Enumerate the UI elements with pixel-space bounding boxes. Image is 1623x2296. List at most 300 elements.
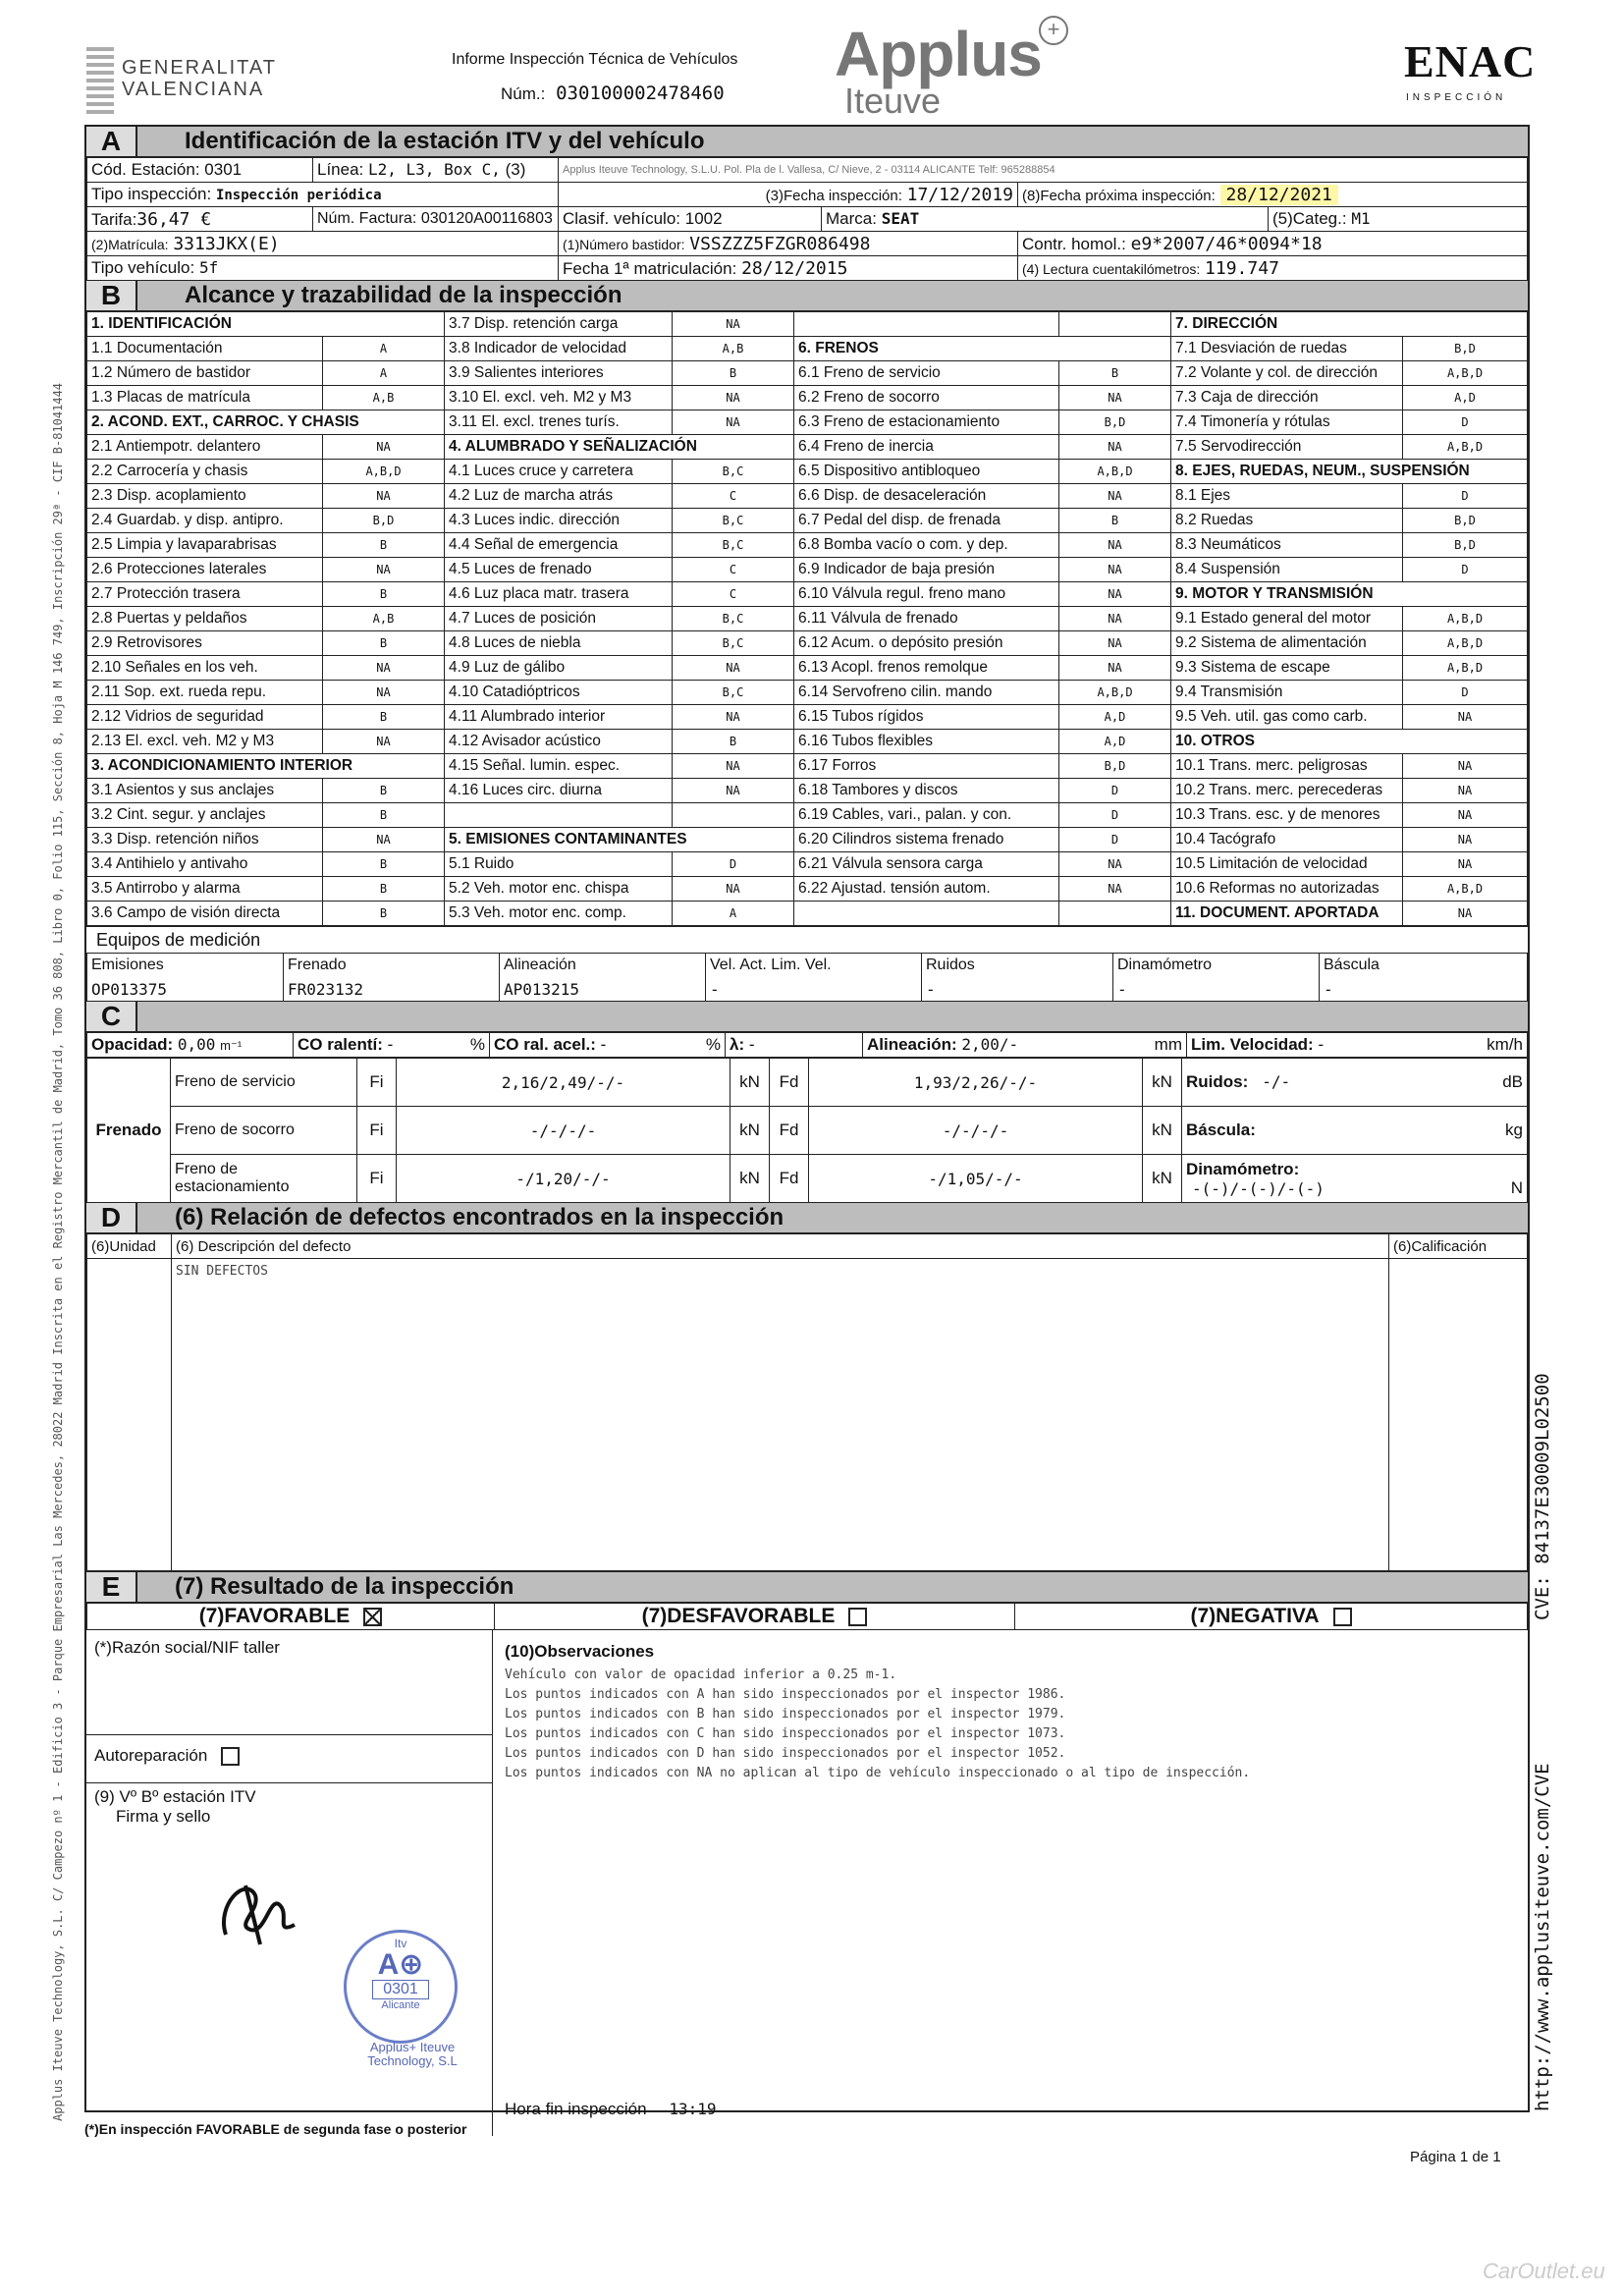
equipment-table bbox=[86, 953, 1528, 1002]
emissions-row-table bbox=[86, 1032, 1528, 1058]
scope-row bbox=[87, 828, 1528, 852]
scope-item-value: NA bbox=[323, 558, 445, 582]
applus-logo: Applus bbox=[835, 19, 1042, 89]
favorable-checkbox[interactable] bbox=[363, 1608, 382, 1626]
scope-item-value: B,D bbox=[323, 509, 445, 533]
scope-item-value: A,B bbox=[323, 607, 445, 631]
equipment-label: Emisiones bbox=[87, 954, 284, 978]
alignment-unit: mm bbox=[1154, 1035, 1182, 1054]
scope-item-value: B bbox=[323, 705, 445, 730]
defects-header-row bbox=[87, 1234, 1528, 1259]
scope-item-label: 6.21 Válvula sensora carga bbox=[794, 852, 1059, 877]
self-repair-box bbox=[86, 1735, 492, 1783]
doc-number: 030100002478460 bbox=[556, 82, 725, 104]
doc-title: Informe Inspección Técnica de Vehículos bbox=[452, 51, 738, 68]
homologation-label: Contr. homol.: bbox=[1022, 234, 1126, 253]
scope-item-value: C bbox=[673, 558, 794, 582]
scope-item-value: A bbox=[323, 361, 445, 386]
equipment-title: Equipos de medición bbox=[86, 926, 1528, 953]
scope-row bbox=[87, 902, 1528, 926]
brake-row bbox=[87, 1155, 1528, 1203]
scope-item-value bbox=[1059, 902, 1171, 926]
scope-item-label: 1.2 Número de bastidor bbox=[87, 361, 323, 386]
inspection-date-cell bbox=[559, 183, 1018, 207]
scope-group-title: 10. OTROS bbox=[1171, 730, 1528, 754]
kn-unit: kN bbox=[730, 1059, 770, 1107]
scope-item-value: B,C bbox=[673, 681, 794, 705]
scope-item-value: A,B,D bbox=[1403, 361, 1528, 386]
defects-col-unit: (6)Unidad bbox=[87, 1234, 172, 1259]
equipment-value: - bbox=[1113, 977, 1320, 1002]
scope-item-label: 4.1 Luces cruce y carretera bbox=[445, 460, 673, 484]
cve-code: CVE: 84137E30009L02500 bbox=[1532, 1373, 1553, 1620]
section-c-header bbox=[86, 1002, 1528, 1032]
scope-item-value: A,D bbox=[1403, 386, 1528, 410]
brake-name: Freno de socorro bbox=[171, 1107, 357, 1155]
kn-unit: kN bbox=[1143, 1107, 1182, 1155]
scope-item-value: NA bbox=[673, 312, 794, 337]
scope-item-value: C bbox=[673, 582, 794, 607]
section-b-title: Alcance y trazabilidad de la inspección bbox=[185, 282, 622, 308]
scope-item-value: A,B,D bbox=[1059, 681, 1171, 705]
fi-value: -/1,20/-/- bbox=[397, 1155, 730, 1203]
scope-item-label: 10.2 Trans. merc. perecederas bbox=[1171, 779, 1403, 803]
scope-item-value: D bbox=[1059, 779, 1171, 803]
scope-group-title: 9. MOTOR Y TRANSMISIÓN bbox=[1171, 582, 1528, 607]
scope-item-label: 6.5 Dispositivo antibloqueo bbox=[794, 460, 1059, 484]
scope-item-label: 3.4 Antihielo y antivaho bbox=[87, 852, 323, 877]
dynamometer-label: Dinamómetro: bbox=[1186, 1159, 1300, 1178]
fd-label: Fd bbox=[770, 1107, 809, 1155]
scope-item-label: 2.12 Vidrios de seguridad bbox=[87, 705, 323, 730]
scope-item-label: 4.2 Luz de marcha atrás bbox=[445, 484, 673, 509]
scope-item-label: 5.1 Ruido bbox=[445, 852, 673, 877]
generalitat-emblem-icon bbox=[86, 47, 114, 116]
vin-cell bbox=[559, 232, 1018, 256]
equipment-label: Frenado bbox=[284, 954, 500, 978]
signature-label: Firma y sello bbox=[116, 1807, 211, 1826]
co-idle: - bbox=[387, 1035, 394, 1054]
scope-row bbox=[87, 558, 1528, 582]
scope-item-label: 6.15 Tubos rígidos bbox=[794, 705, 1059, 730]
scope-item-label: 6.18 Tambores y discos bbox=[794, 779, 1059, 803]
doc-number-label: Núm.: bbox=[501, 84, 546, 103]
scope-item-label: 7.2 Volante y col. de dirección bbox=[1171, 361, 1403, 386]
defects-rating-cell bbox=[1389, 1259, 1528, 1571]
scope-item-label: 6.14 Servofreno cilin. mando bbox=[794, 681, 1059, 705]
inspection-form bbox=[84, 125, 1530, 2118]
fd-label: Fd bbox=[770, 1155, 809, 1203]
observation-line: Los puntos indicados con A han sido inspeccionados por el inspector 1986. bbox=[505, 1687, 1066, 1702]
scope-item-value: A,B,D bbox=[1403, 656, 1528, 681]
scope-item-value: NA bbox=[1059, 631, 1171, 656]
scope-item-value: NA bbox=[1403, 902, 1528, 926]
scope-item-value: NA bbox=[1059, 533, 1171, 558]
category-cell bbox=[1269, 207, 1528, 232]
scope-item-value: NA bbox=[1059, 558, 1171, 582]
noise-value: -/- bbox=[1262, 1072, 1291, 1091]
alignment: 2,00/- bbox=[961, 1035, 1019, 1054]
scope-item-label: 2.7 Protección trasera bbox=[87, 582, 323, 607]
scope-item-value: A,B,D bbox=[1403, 435, 1528, 460]
iteuve-logo: Iteuve bbox=[844, 81, 942, 121]
observation-line: Vehículo con valor de opacidad inferior a 0.25 m-1. bbox=[505, 1667, 897, 1682]
next-inspection-date: 28/12/2021 bbox=[1220, 185, 1338, 205]
footnote: (*)En inspección FAVORABLE de segunda fase o posterior bbox=[84, 2121, 467, 2137]
next-inspection-cell bbox=[1018, 183, 1528, 207]
inspection-type: Inspección periódica bbox=[215, 188, 382, 203]
scope-item-value: B bbox=[673, 361, 794, 386]
scale-cell bbox=[1182, 1107, 1528, 1155]
lambda-cell bbox=[726, 1033, 863, 1058]
stamp-top-text: Itv bbox=[394, 1937, 407, 1950]
line-value: L2, L3, Box C, bbox=[368, 160, 501, 179]
brand-cell bbox=[822, 207, 1269, 232]
scope-item-value: NA bbox=[673, 656, 794, 681]
invoice-number: 030120A00116803 bbox=[420, 210, 553, 227]
kn-unit: kN bbox=[1143, 1155, 1182, 1203]
scope-item-label: 9.2 Sistema de alimentación bbox=[1171, 631, 1403, 656]
scope-item-value: D bbox=[1403, 558, 1528, 582]
equipment-value: AP013215 bbox=[500, 977, 706, 1002]
inspection-date-label: (3)Fecha inspección: bbox=[765, 187, 902, 204]
scope-item-value: A,D bbox=[1059, 705, 1171, 730]
scope-item-label: 2.4 Guardab. y disp. antipro. bbox=[87, 509, 323, 533]
line-cell bbox=[313, 158, 559, 183]
scope-item-value: A,D bbox=[1059, 730, 1171, 754]
observation-line: Los puntos indicados con C han sido inspeccionados por el inspector 1073. bbox=[505, 1726, 1066, 1741]
scope-item-label: 9.3 Sistema de escape bbox=[1171, 656, 1403, 681]
scope-item-label: 10.1 Trans. merc. peligrosas bbox=[1171, 754, 1403, 779]
scope-item-value: B,C bbox=[673, 460, 794, 484]
inspection-type-cell bbox=[87, 183, 559, 207]
end-time bbox=[505, 2100, 716, 2119]
scope-item-value: D bbox=[1403, 410, 1528, 435]
scope-item-label: 2.13 El. excl. veh. M2 y M3 bbox=[87, 730, 323, 754]
negative-cell bbox=[1015, 1604, 1528, 1630]
enac-logo: ENAC bbox=[1404, 36, 1537, 86]
observation-line: Los puntos indicados con B han sido inspeccionados por el inspector 1979. bbox=[505, 1707, 1066, 1722]
scope-item-label: 4.12 Avisador acústico bbox=[445, 730, 673, 754]
section-d-header bbox=[86, 1203, 1528, 1233]
inspection-type-row bbox=[87, 183, 1528, 207]
equipment-label: Vel. Act. Lim. Vel. bbox=[706, 954, 922, 978]
scope-item-label: 6.20 Cilindros sistema frenado bbox=[794, 828, 1059, 852]
scope-item-value: B,C bbox=[673, 631, 794, 656]
noise-cell bbox=[1182, 1059, 1528, 1107]
brake-name: Freno de estacionamiento bbox=[171, 1155, 357, 1203]
scope-item-value: B,D bbox=[1059, 754, 1171, 779]
inspection-date: 17/12/2019 bbox=[906, 184, 1013, 205]
fi-label: Fi bbox=[357, 1155, 397, 1203]
scope-table bbox=[86, 311, 1528, 926]
generalitat-text: GENERALITAT VALENCIANA bbox=[122, 57, 277, 100]
scope-item-value: A,B,D bbox=[1403, 607, 1528, 631]
emissions-row bbox=[87, 1033, 1528, 1058]
speed-limit: - bbox=[1318, 1035, 1325, 1054]
scope-item-value: B,D bbox=[1059, 410, 1171, 435]
scope-item-value: B,C bbox=[673, 607, 794, 631]
scope-group-title: 7. DIRECCIÓN bbox=[1171, 312, 1528, 337]
scope-row bbox=[87, 607, 1528, 631]
scope-group-title: 3. ACONDICIONAMIENTO INTERIOR bbox=[87, 754, 445, 779]
registration-date: 28/12/2015 bbox=[741, 257, 848, 279]
unfavorable-checkbox[interactable] bbox=[848, 1608, 867, 1626]
scope-item-value: NA bbox=[1059, 582, 1171, 607]
cve-url[interactable]: http://www.applusiteuve.com/CVE bbox=[1532, 1763, 1553, 2111]
scale-label: Báscula: bbox=[1186, 1121, 1256, 1139]
scope-item-label: 6.17 Forros bbox=[794, 754, 1059, 779]
scope-item-value: NA bbox=[1059, 435, 1171, 460]
scope-row bbox=[87, 509, 1528, 533]
scope-item-label: 10.4 Tacógrafo bbox=[1171, 828, 1403, 852]
scope-item-value: A,B bbox=[673, 337, 794, 361]
scope-item-value: NA bbox=[1059, 877, 1171, 902]
scope-item-label: 4.15 Señal. lumin. espec. bbox=[445, 754, 673, 779]
scope-item-label: 2.8 Puertas y peldaños bbox=[87, 607, 323, 631]
scope-row bbox=[87, 582, 1528, 607]
scope-item-value: NA bbox=[673, 386, 794, 410]
scope-item-label: 9.4 Transmisión bbox=[1171, 681, 1403, 705]
scope-item-value: A,B,D bbox=[1403, 631, 1528, 656]
defects-table bbox=[86, 1233, 1528, 1571]
scope-row bbox=[87, 631, 1528, 656]
opacity: 0,00 bbox=[177, 1035, 216, 1054]
self-repair-checkbox[interactable] bbox=[221, 1747, 240, 1766]
vehicle-type-cell bbox=[87, 256, 559, 281]
scope-item-value: D bbox=[1059, 803, 1171, 828]
scope-item-label: 3.2 Cint. segur. y anclajes bbox=[87, 803, 323, 828]
scope-row bbox=[87, 312, 1528, 337]
scope-item-label: 3.11 El. excl. trenes turís. bbox=[445, 410, 673, 435]
equipment-label: Dinamómetro bbox=[1113, 954, 1320, 978]
co-accel: - bbox=[600, 1035, 607, 1054]
scope-row bbox=[87, 730, 1528, 754]
equipment-value: OP013375 bbox=[87, 977, 284, 1002]
observations-title: (10)Observaciones bbox=[505, 1642, 655, 1661]
watermark: CarOutlet.eu bbox=[1483, 2259, 1605, 2283]
scope-item-value: A,B bbox=[323, 386, 445, 410]
scope-item-value: NA bbox=[673, 754, 794, 779]
invoice-label: Núm. Factura: bbox=[317, 210, 417, 227]
section-d-letter: D bbox=[86, 1203, 137, 1232]
brand-label: Marca: bbox=[826, 209, 877, 228]
scope-item-value: A bbox=[673, 902, 794, 926]
stamp-code: 0301 bbox=[372, 1980, 429, 1999]
scope-item-value: NA bbox=[673, 705, 794, 730]
scope-item-label: 7.1 Desviación de ruedas bbox=[1171, 337, 1403, 361]
scope-item-label: 6.7 Pedal del disp. de frenada bbox=[794, 509, 1059, 533]
noise-unit: dB bbox=[1502, 1072, 1523, 1091]
lambda: - bbox=[748, 1035, 755, 1054]
scope-group-title: 2. ACOND. EXT., CARROC. Y CHASIS bbox=[87, 410, 445, 435]
unfavorable-cell bbox=[495, 1604, 1015, 1630]
scope-row bbox=[87, 460, 1528, 484]
noise-label: Ruidos: bbox=[1186, 1072, 1249, 1091]
scope-item-value: B bbox=[323, 582, 445, 607]
scope-item-value: NA bbox=[1403, 705, 1528, 730]
scope-item-value: C bbox=[673, 484, 794, 509]
vehicle-type-label: Tipo vehículo: bbox=[91, 258, 195, 277]
scope-item-value: NA bbox=[1059, 484, 1171, 509]
station-code: 0301 bbox=[204, 160, 243, 179]
negative-checkbox[interactable] bbox=[1333, 1608, 1352, 1626]
section-a-header bbox=[86, 127, 1528, 157]
scope-item-label: 6.16 Tubos flexibles bbox=[794, 730, 1059, 754]
braking-label: Frenado bbox=[87, 1059, 171, 1203]
scope-item-label: 6.22 Ajustad. tensión autom. bbox=[794, 877, 1059, 902]
fi-value: 2,16/2,49/-/- bbox=[397, 1059, 730, 1107]
section-a-letter: A bbox=[86, 127, 137, 156]
observation-line: Los puntos indicados con NA no aplican al tipo de vehículo inspeccionado o al tipo de inspección. bbox=[505, 1766, 1251, 1780]
scope-item-value: D bbox=[1403, 681, 1528, 705]
scale-unit: kg bbox=[1505, 1121, 1523, 1139]
scope-item-label: 7.4 Timonería y rótulas bbox=[1171, 410, 1403, 435]
dynamometer-value: -(-)/-(-)/-(-) bbox=[1192, 1178, 1325, 1198]
scope-row bbox=[87, 361, 1528, 386]
scope-row bbox=[87, 435, 1528, 460]
defects-col-rating: (6)Calificación bbox=[1389, 1234, 1528, 1259]
kn-unit: kN bbox=[730, 1155, 770, 1203]
dynamometer-cell bbox=[1182, 1155, 1528, 1203]
plate: 3313JKX(E) bbox=[173, 233, 280, 254]
stamp-company: Applus+ Iteuve Technology, S.L bbox=[367, 2040, 458, 2068]
scope-item-value: B,C bbox=[673, 509, 794, 533]
scope-item-label: 3.10 El. excl. veh. M2 y M3 bbox=[445, 386, 673, 410]
classification: 1002 bbox=[684, 209, 723, 228]
station-address: Applus Iteuve Technology, S.L.U. Pol. Pla de l. Vallesa, C/ Nieve, 2 - 03114 ALICANTE Telf: 965288854 bbox=[559, 158, 1528, 183]
scope-item-label: 6.13 Acopl. frenos remolque bbox=[794, 656, 1059, 681]
brake-name: Freno de servicio bbox=[171, 1059, 357, 1107]
section-e-title: (7) Resultado de la inspección bbox=[175, 1573, 514, 1600]
scope-row bbox=[87, 484, 1528, 509]
page-number: Página 1 de 1 bbox=[1410, 2149, 1501, 2165]
scope-row bbox=[87, 681, 1528, 705]
scope-item-value: NA bbox=[1059, 656, 1171, 681]
scope-item-value: NA bbox=[1403, 754, 1528, 779]
favorable-label: (7)FAVORABLE bbox=[198, 1605, 351, 1627]
generalitat-logo bbox=[86, 45, 283, 124]
scope-item-value: A bbox=[323, 337, 445, 361]
scope-item-value: B,D bbox=[1403, 533, 1528, 558]
odometer-cell bbox=[1018, 256, 1528, 281]
category-label: (5)Categ.: bbox=[1272, 209, 1347, 228]
scope-item-label: 2.6 Protecciones laterales bbox=[87, 558, 323, 582]
scope-row bbox=[87, 877, 1528, 902]
station-code-label: Cód. Estación: bbox=[91, 160, 200, 179]
scope-item-label: 4.3 Luces indic. dirección bbox=[445, 509, 673, 533]
scope-item-value: NA bbox=[323, 681, 445, 705]
co-idle-unit: % bbox=[469, 1035, 485, 1054]
opacity-label: Opacidad: bbox=[91, 1035, 174, 1054]
co-idle-label: CO ralentí: bbox=[298, 1035, 383, 1054]
scope-item-value: NA bbox=[1403, 828, 1528, 852]
scope-item-label: 8.2 Ruedas bbox=[1171, 509, 1403, 533]
vin-label: (1)Número bastidor: bbox=[563, 236, 685, 252]
scope-item-label: 6.3 Freno de estacionamiento bbox=[794, 410, 1059, 435]
scope-group-title: 5. EMISIONES CONTAMINANTES bbox=[445, 828, 794, 852]
scope-item-label: 6.4 Freno de inercia bbox=[794, 435, 1059, 460]
classification-label: Clasif. vehículo: bbox=[563, 209, 680, 228]
scope-item-label: 1.3 Placas de matrícula bbox=[87, 386, 323, 410]
section-b-letter: B bbox=[86, 281, 137, 310]
scope-item-label: 5.2 Veh. motor enc. chispa bbox=[445, 877, 673, 902]
scope-item-label: 6.9 Indicador de baja presión bbox=[794, 558, 1059, 582]
section-e-header bbox=[86, 1571, 1528, 1603]
scope-row bbox=[87, 705, 1528, 730]
scope-item-value: B bbox=[323, 902, 445, 926]
equipment-label: Báscula bbox=[1320, 954, 1528, 978]
scope-item-label: 2.1 Antiempotr. delantero bbox=[87, 435, 323, 460]
equipment-labels-row bbox=[87, 954, 1528, 978]
tariff-cell bbox=[87, 207, 313, 232]
vin: VSSZZZ5FZGR086498 bbox=[689, 233, 871, 254]
alignment-label: Alineación: bbox=[867, 1035, 957, 1054]
scope-item-value: B,D bbox=[1403, 509, 1528, 533]
scope-item-label: 3.5 Antirrobo y alarma bbox=[87, 877, 323, 902]
homologation-cell bbox=[1018, 232, 1528, 256]
scope-item-value: D bbox=[673, 852, 794, 877]
plate-label: (2)Matrícula: bbox=[91, 236, 169, 252]
scope-item-value: NA bbox=[323, 828, 445, 852]
station-code-cell bbox=[87, 158, 313, 183]
defects-body-row bbox=[87, 1259, 1528, 1571]
scope-item-label: 6.10 Válvula regul. freno mano bbox=[794, 582, 1059, 607]
scope-item-label: 6.8 Bomba vacío o com. y dep. bbox=[794, 533, 1059, 558]
section-b-header bbox=[86, 281, 1528, 311]
scope-item-value: D bbox=[1059, 828, 1171, 852]
dynamometer-unit: N bbox=[1510, 1177, 1523, 1197]
scope-item-value: B bbox=[323, 877, 445, 902]
equipment-values-row bbox=[87, 977, 1528, 1002]
scope-item-value: NA bbox=[1059, 852, 1171, 877]
scope-item-label: 4.10 Catadióptricos bbox=[445, 681, 673, 705]
approval-box bbox=[86, 1783, 492, 1831]
workshop-label: (*)Razón social/NIF taller bbox=[94, 1638, 280, 1657]
tariff-label: Tarifa: bbox=[91, 209, 137, 229]
result-row bbox=[87, 1604, 1528, 1630]
plate-row bbox=[87, 232, 1528, 256]
scope-item-label: 4.9 Luz de gálibo bbox=[445, 656, 673, 681]
fd-value: -/-/-/- bbox=[809, 1107, 1143, 1155]
scope-item-value: NA bbox=[1403, 803, 1528, 828]
scope-row bbox=[87, 410, 1528, 435]
scope-item-label: 2.5 Limpia y lavaparabrisas bbox=[87, 533, 323, 558]
line-label: Línea: bbox=[317, 160, 364, 179]
fd-value: -/1,05/-/- bbox=[809, 1155, 1143, 1203]
unfavorable-label: (7)DESFAVORABLE bbox=[641, 1605, 836, 1627]
equipment-label: Alineación bbox=[500, 954, 706, 978]
scope-item-label: 8.4 Suspensión bbox=[1171, 558, 1403, 582]
scope-item-value: NA bbox=[673, 410, 794, 435]
inspection-type-label: Tipo inspección: bbox=[91, 185, 212, 203]
scope-item-value: A,B,D bbox=[1059, 460, 1171, 484]
section-e-letter: E bbox=[86, 1572, 137, 1602]
negative-label: (7)NEGATIVA bbox=[1190, 1605, 1320, 1627]
stamp-city: Alicante bbox=[381, 1999, 420, 2011]
tariff-row bbox=[87, 207, 1528, 232]
stamp-a-plus-icon: A⊕ bbox=[377, 1948, 424, 1981]
station-stamp bbox=[344, 1930, 458, 2044]
homologation: e9*2007/46*0094*18 bbox=[1130, 233, 1323, 254]
scope-item-value: A,B,D bbox=[1403, 877, 1528, 902]
scope-item-label: 10.3 Trans. esc. y de menores bbox=[1171, 803, 1403, 828]
signature-image bbox=[206, 1866, 314, 1954]
co-accel-cell bbox=[490, 1033, 726, 1058]
line-mark: (3) bbox=[505, 160, 526, 179]
fi-value: -/-/-/- bbox=[397, 1107, 730, 1155]
scope-item-label: 6.2 Freno de socorro bbox=[794, 386, 1059, 410]
